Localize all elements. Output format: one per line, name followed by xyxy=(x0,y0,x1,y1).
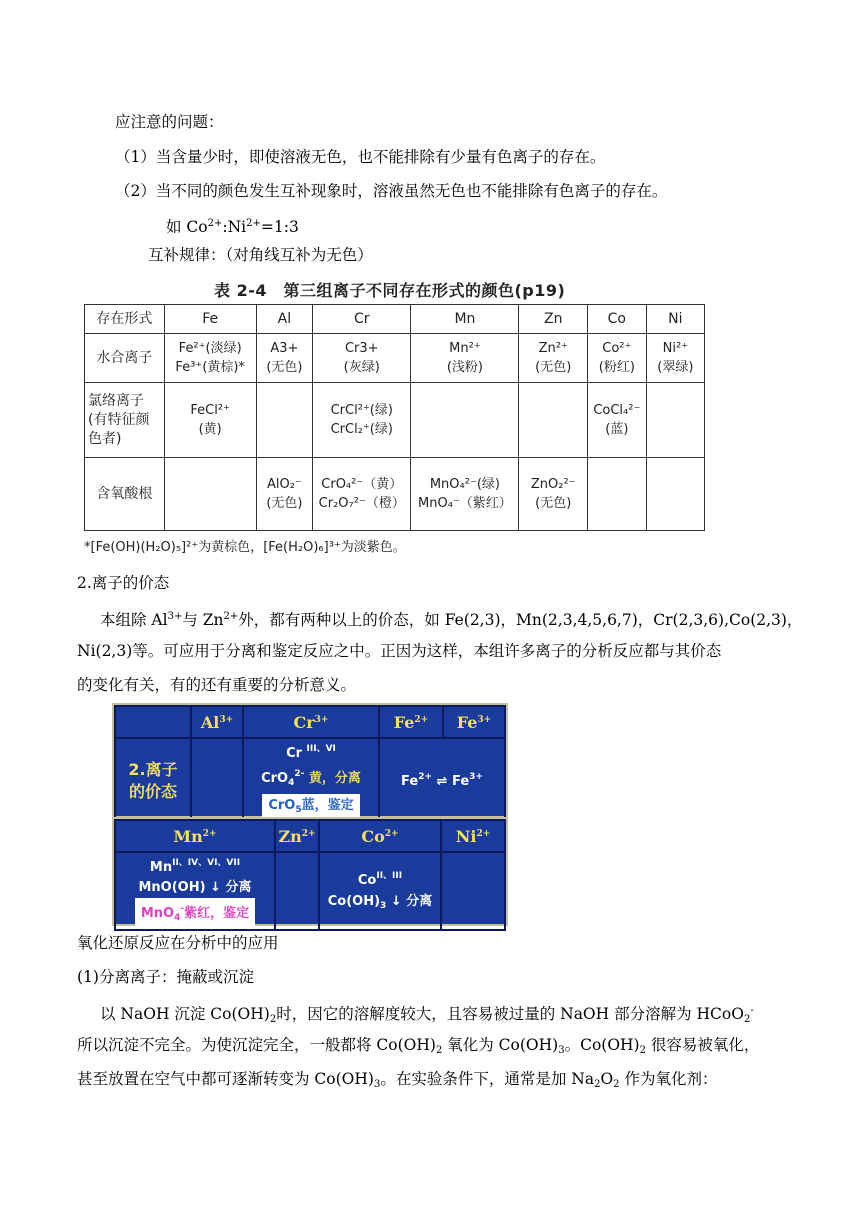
superscript: - xyxy=(750,1005,754,1016)
text: Fe xyxy=(456,712,478,732)
table-cell xyxy=(519,334,587,383)
cell-line: (无色) xyxy=(535,496,572,511)
paragraph-heading-notes: 应注意的问题： xyxy=(115,113,224,131)
valence-slide-top xyxy=(112,703,508,818)
slide-mn-cell xyxy=(115,852,275,930)
table-cell xyxy=(411,334,519,383)
table-caption: 表 2-4 第三组离子不同存在形式的颜色(p19) xyxy=(214,281,566,300)
superscript: 3+ xyxy=(469,772,483,782)
cell-line: CrCl²⁺(绿) xyxy=(330,403,393,418)
text: 蓝，鉴定 xyxy=(301,798,354,813)
cr-valence xyxy=(244,739,378,764)
paragraph-point-1: （1）当含量少时，即使溶液无色，也不能排除有少量有色离子的存在。 xyxy=(115,148,606,166)
text: 外，都有两种以上的价态，如 Fe(2,3)，Mn(2,3,4,5,6,7)，Cr(2,3,6),Co(2,3)， xyxy=(238,611,803,629)
table-header-cell: 存在形式 xyxy=(85,305,165,334)
cell-line: (有特征颜 xyxy=(88,411,150,428)
text: Co xyxy=(361,826,385,846)
superscript: - xyxy=(180,904,185,914)
slide-table xyxy=(114,705,506,824)
text: 氧化为 Co(OH) xyxy=(442,1036,559,1054)
table-header-cell: Ni xyxy=(646,305,704,334)
cell-line: (黄) xyxy=(198,422,222,437)
table-cell-empty xyxy=(164,458,256,531)
cell-line: AlO₂⁻ xyxy=(266,477,302,492)
paragraph-point-2: （2）当不同的颜色发生互补现象时，溶液虽然无色也不能排除有色离子的存在。 xyxy=(115,182,668,200)
table-cell xyxy=(646,334,704,383)
ion-color-table xyxy=(84,304,705,531)
text: ↓ 分离 xyxy=(210,880,252,895)
paragraph-valence-2: Ni(2,3)等。可应用于分离和鉴定反应之中。正因为这样，本组许多离子的分析反应都与其价态 xyxy=(77,642,722,660)
slide-co-cell xyxy=(319,852,441,930)
subscript: 2 xyxy=(269,1014,277,1025)
co-valence xyxy=(320,866,440,891)
table-header-cell: Cr xyxy=(313,305,411,334)
superscript: 2+ xyxy=(414,714,429,725)
paragraph-complement-rule: 互补规律：（对角线互补为无色） xyxy=(148,246,373,264)
mn-valence xyxy=(116,853,274,878)
section-heading-valence: 2.离子的价态 xyxy=(77,574,170,592)
title-line: 的价态 xyxy=(128,781,177,801)
cell-line: Mn²⁺ xyxy=(449,341,481,356)
superscript: 2- xyxy=(294,769,305,779)
text: MnO xyxy=(140,906,175,921)
table-row-label: 含氧酸根 xyxy=(85,458,165,531)
superscript: 2+ xyxy=(202,828,217,839)
text: 紫红，鉴定 xyxy=(184,906,250,921)
text: Fe xyxy=(401,774,419,789)
table-cell xyxy=(587,334,646,383)
text: 甚至放置在空气中都可逐渐转变为 Co(OH) xyxy=(77,1070,374,1088)
text: O xyxy=(600,1070,614,1088)
cell-line: Cr3+ xyxy=(344,341,379,356)
superscript: III、VI xyxy=(306,744,336,754)
subscript: 2 xyxy=(743,1014,751,1025)
title-line: 2.离子 xyxy=(128,759,178,779)
superscript: 2+ xyxy=(384,828,399,839)
slide-header-fe2 xyxy=(379,706,443,738)
table-cell xyxy=(411,458,519,531)
table-row-label xyxy=(85,383,165,458)
text: 所以沉淀不完全。为使沉淀完全，一般都将 Co(OH) xyxy=(77,1036,436,1054)
text: Ni xyxy=(455,826,477,846)
valence-slide-bottom xyxy=(112,817,508,926)
text: Fe xyxy=(393,712,415,732)
superscript: 2+ xyxy=(301,828,316,839)
slide-header-ni xyxy=(441,820,505,852)
table-header-cell: Al xyxy=(256,305,313,334)
subscript: 2 xyxy=(594,1079,601,1090)
text: 。Co(OH) xyxy=(564,1036,640,1054)
cell-line: (无色) xyxy=(266,360,303,375)
text: 与 Zn xyxy=(182,611,224,629)
text: CrO xyxy=(261,771,289,786)
table-cell-empty xyxy=(411,383,519,458)
superscript: 2+ xyxy=(246,218,261,229)
slide-cell-empty xyxy=(115,706,191,738)
text: Cr xyxy=(286,746,303,761)
slide-cell-empty xyxy=(441,852,505,930)
table-cell xyxy=(164,334,256,383)
slide-fe-cell xyxy=(379,738,505,823)
text: Mn xyxy=(173,826,203,846)
table-cell xyxy=(313,383,411,458)
slide-title xyxy=(115,738,191,823)
superscript: 3+ xyxy=(219,714,234,725)
cell-line: 氯络离子 xyxy=(88,392,144,409)
cell-line: CoCl₄²⁻ xyxy=(593,403,641,418)
mn-oxyhydroxide xyxy=(116,878,274,898)
slide-header-zn xyxy=(275,820,319,852)
color-table-image xyxy=(84,272,707,562)
table-cell-empty xyxy=(646,458,704,531)
cell-line: Fe²⁺(淡绿) xyxy=(178,341,242,356)
text: 很容易被氧化， xyxy=(645,1036,760,1054)
table-cell xyxy=(164,383,256,458)
paragraph-redox-3 xyxy=(77,1069,717,1095)
text: =1:3 xyxy=(260,218,299,236)
superscript: II、III xyxy=(376,870,403,881)
subscript: 2 xyxy=(435,1045,443,1056)
slide-cr-cell xyxy=(243,738,379,823)
table-cell xyxy=(256,458,313,531)
cell-line: 色者) xyxy=(88,430,122,447)
superscript: 3+ xyxy=(314,714,329,725)
cell-line: (蓝) xyxy=(605,422,629,437)
cell-line: CrCl₂⁺(绿) xyxy=(330,422,393,437)
text: 。在实验条件下，通常是加 Na xyxy=(380,1070,595,1088)
superscript: 2+ xyxy=(207,218,223,229)
table-cell xyxy=(587,383,646,458)
cell-line: A3+ xyxy=(270,341,299,356)
table-cell xyxy=(519,458,587,531)
cell-line: (无色) xyxy=(535,360,572,375)
cell-line: ZnO₂²⁻ xyxy=(530,477,576,492)
subscript: 3 xyxy=(380,900,387,911)
cell-line: Ni²⁺ xyxy=(662,341,689,356)
table-cell-empty xyxy=(519,383,587,458)
text: Cr xyxy=(293,712,315,732)
slide-cell-empty xyxy=(191,738,243,823)
subheading-separation: (1)分离离子：掩蔽或沉淀 xyxy=(77,968,254,986)
table-cell xyxy=(313,458,411,531)
text: Al xyxy=(200,712,220,732)
superscript: II、IV、VI、VII xyxy=(172,858,241,868)
subscript: 5 xyxy=(295,805,302,815)
text: 黄，分离 xyxy=(304,771,361,786)
slide-cell-empty xyxy=(275,852,319,930)
section-heading-redox: 氧化还原反应在分析中的应用 xyxy=(77,934,279,952)
slide-header-al xyxy=(191,706,243,738)
text: Co xyxy=(357,872,377,888)
slide-header-cr xyxy=(243,706,379,738)
text: MnO(OH) xyxy=(138,880,206,895)
text: ↓ 分离 xyxy=(386,893,433,909)
superscript: 2+ xyxy=(476,828,491,839)
cell-line: (粉红) xyxy=(598,360,635,375)
text: 时，因它的溶解度较大，且容易被过量的 NaOH 部分溶解为 HCoO xyxy=(276,1005,744,1023)
cell-line: Fe³⁺(黄棕)* xyxy=(175,360,245,375)
text: Fe xyxy=(451,774,470,789)
table-cell-empty xyxy=(587,458,646,531)
cell-line: (灰绿) xyxy=(343,360,380,375)
table-cell xyxy=(313,334,411,383)
text: Mn xyxy=(149,860,173,875)
text: Co(OH) xyxy=(327,893,381,909)
slide-table xyxy=(114,819,506,931)
text: Zn xyxy=(278,826,302,846)
table-header-cell: Mn xyxy=(411,305,519,334)
superscript: 2+ xyxy=(418,772,433,782)
paragraph-redox-2 xyxy=(77,1035,759,1061)
subscript: 3 xyxy=(558,1045,565,1056)
cell-line: (无色) xyxy=(266,496,303,511)
mn-permanganate xyxy=(116,898,274,929)
equilibrium-arrow: ⇌ xyxy=(432,774,452,789)
paragraph-redox-1 xyxy=(100,1001,754,1030)
subscript: 3 xyxy=(373,1079,381,1090)
text: 本组除 Al xyxy=(100,611,168,629)
table-cell xyxy=(256,334,313,383)
subscript: 2 xyxy=(639,1045,646,1056)
cell-line: Cr₂O₇²⁻（橙） xyxy=(318,496,405,511)
cell-line: MnO₄²⁻(绿) xyxy=(429,477,500,492)
table-header-cell: Zn xyxy=(519,305,587,334)
superscript: 2+ xyxy=(223,611,239,622)
superscript: 3+ xyxy=(477,714,492,725)
table-header-cell: Co xyxy=(587,305,646,334)
table-cell-empty xyxy=(646,383,704,458)
table-row-label: 水合离子 xyxy=(85,334,165,383)
text: 作为氧化剂： xyxy=(619,1070,718,1088)
cell-line: (翠绿) xyxy=(657,360,694,375)
paragraph-valence-3: 的变化有关，有的还有重要的分析意义。 xyxy=(77,676,357,694)
cell-line: FeCl²⁺ xyxy=(190,403,230,418)
cell-line: MnO₄⁻（紫红） xyxy=(418,496,512,511)
highlight-box xyxy=(135,898,255,929)
paragraph-example-ratio xyxy=(166,214,299,237)
slide-header-fe3 xyxy=(443,706,505,738)
slide-header-co xyxy=(319,820,441,852)
slide-header-mn xyxy=(115,820,275,852)
text: CrO xyxy=(268,798,296,813)
cr-chromate xyxy=(244,764,378,794)
table-header-cell: Fe xyxy=(164,305,256,334)
co-hydroxide xyxy=(320,891,440,917)
cell-line: (浅粉) xyxy=(446,360,483,375)
cell-line: CrO₄²⁻（黄） xyxy=(321,477,403,492)
paragraph-valence-1 xyxy=(100,607,802,630)
cell-line: Zn²⁺ xyxy=(538,341,568,356)
table-cell-empty xyxy=(256,383,313,458)
subscript: 4 xyxy=(174,913,181,923)
superscript: 3+ xyxy=(167,611,183,622)
text: :Ni xyxy=(222,218,247,236)
cell-line: Co²⁺ xyxy=(602,341,632,356)
text: 如 Co xyxy=(166,218,208,236)
text: 以 NaOH 沉淀 Co(OH) xyxy=(100,1005,270,1023)
subscript: 2 xyxy=(613,1079,620,1090)
table-footnote: *[Fe(OH)(H₂O)₅]²⁺为黄棕色，[Fe(H₂O)₆]³⁺为淡紫色。 xyxy=(84,540,406,555)
subscript: 4 xyxy=(288,778,295,788)
